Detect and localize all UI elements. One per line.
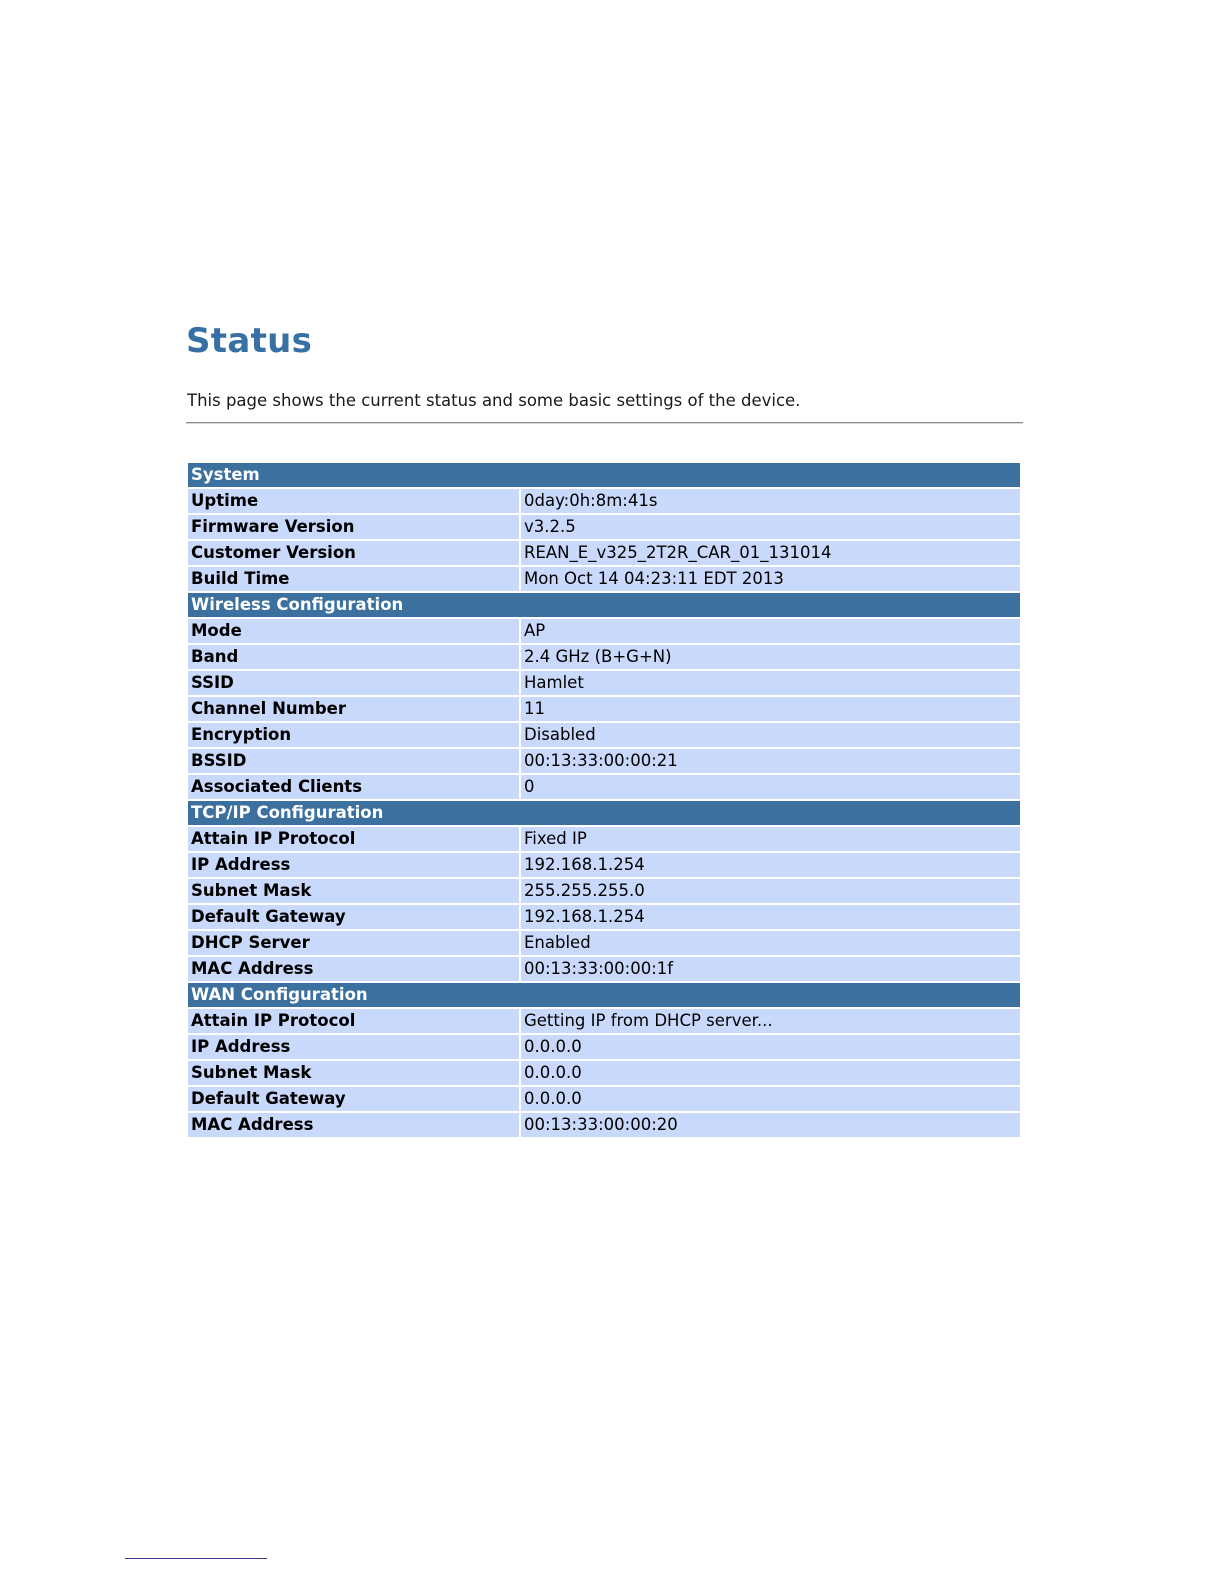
row-label: Channel Number bbox=[188, 697, 519, 721]
row-value: 2.4 GHz (B+G+N) bbox=[521, 645, 1020, 669]
row-label: IP Address bbox=[188, 853, 519, 877]
page-title: Status bbox=[186, 321, 313, 361]
row-value: AP bbox=[521, 619, 1020, 643]
row-label: Encryption bbox=[188, 723, 519, 747]
section-header-tcpip bbox=[188, 801, 1020, 825]
row-label: Default Gateway bbox=[188, 1087, 519, 1111]
row-value: 0 bbox=[521, 775, 1020, 799]
table-row bbox=[188, 541, 1020, 565]
row-value: Hamlet bbox=[521, 671, 1020, 695]
row-label: DHCP Server bbox=[188, 931, 519, 955]
row-label: BSSID bbox=[188, 749, 519, 773]
row-value: 11 bbox=[521, 697, 1020, 721]
page-description: This page shows the current status and some basic settings of the device. bbox=[187, 391, 801, 410]
row-label: MAC Address bbox=[188, 957, 519, 981]
table-row bbox=[188, 671, 1020, 695]
row-label: Subnet Mask bbox=[188, 879, 519, 903]
row-value: 0.0.0.0 bbox=[521, 1035, 1020, 1059]
table-row bbox=[188, 515, 1020, 539]
row-value: 00:13:33:00:00:21 bbox=[521, 749, 1020, 773]
section-title: TCP/IP Configuration bbox=[188, 801, 1020, 825]
row-value: v3.2.5 bbox=[521, 515, 1020, 539]
table-row bbox=[188, 697, 1020, 721]
row-label: Associated Clients bbox=[188, 775, 519, 799]
row-label: Uptime bbox=[188, 489, 519, 513]
table-row bbox=[188, 749, 1020, 773]
row-label: Band bbox=[188, 645, 519, 669]
row-value: Fixed IP bbox=[521, 827, 1020, 851]
row-value: 00:13:33:00:00:1f bbox=[521, 957, 1020, 981]
table-row bbox=[188, 879, 1020, 903]
section-header-wireless bbox=[188, 593, 1020, 617]
footnote-separator bbox=[125, 1558, 267, 1559]
table-row bbox=[188, 1009, 1020, 1033]
row-value: 192.168.1.254 bbox=[521, 905, 1020, 929]
row-label: Attain IP Protocol bbox=[188, 1009, 519, 1033]
status-table bbox=[186, 461, 1022, 1139]
table-row bbox=[188, 645, 1020, 669]
section-header-wan bbox=[188, 983, 1020, 1007]
table-row bbox=[188, 775, 1020, 799]
row-value: Enabled bbox=[521, 931, 1020, 955]
row-label: MAC Address bbox=[188, 1113, 519, 1137]
row-label: SSID bbox=[188, 671, 519, 695]
row-value: 0.0.0.0 bbox=[521, 1061, 1020, 1085]
table-row bbox=[188, 567, 1020, 591]
table-row bbox=[188, 827, 1020, 851]
table-row bbox=[188, 1035, 1020, 1059]
row-value: 00:13:33:00:00:20 bbox=[521, 1113, 1020, 1137]
row-value: 0day:0h:8m:41s bbox=[521, 489, 1020, 513]
row-label: Attain IP Protocol bbox=[188, 827, 519, 851]
row-value: Getting IP from DHCP server... bbox=[521, 1009, 1020, 1033]
row-label: Mode bbox=[188, 619, 519, 643]
section-header-system bbox=[188, 463, 1020, 487]
table-row bbox=[188, 957, 1020, 981]
section-title: Wireless Configuration bbox=[188, 593, 1020, 617]
table-row bbox=[188, 905, 1020, 929]
row-value: Disabled bbox=[521, 723, 1020, 747]
row-label: Subnet Mask bbox=[188, 1061, 519, 1085]
table-row bbox=[188, 1087, 1020, 1111]
row-value: 192.168.1.254 bbox=[521, 853, 1020, 877]
section-title: WAN Configuration bbox=[188, 983, 1020, 1007]
table-row bbox=[188, 931, 1020, 955]
table-row bbox=[188, 1061, 1020, 1085]
title-divider bbox=[186, 422, 1023, 424]
table-row bbox=[188, 853, 1020, 877]
row-label: Build Time bbox=[188, 567, 519, 591]
row-value: Mon Oct 14 04:23:11 EDT 2013 bbox=[521, 567, 1020, 591]
table-row bbox=[188, 723, 1020, 747]
row-label: Default Gateway bbox=[188, 905, 519, 929]
row-label: Firmware Version bbox=[188, 515, 519, 539]
row-label: Customer Version bbox=[188, 541, 519, 565]
row-value: 0.0.0.0 bbox=[521, 1087, 1020, 1111]
row-value: 255.255.255.0 bbox=[521, 879, 1020, 903]
table-row bbox=[188, 1113, 1020, 1137]
table-row bbox=[188, 619, 1020, 643]
section-title: System bbox=[188, 463, 1020, 487]
row-value: REAN_E_v325_2T2R_CAR_01_131014 bbox=[521, 541, 1020, 565]
table-row bbox=[188, 489, 1020, 513]
row-label: IP Address bbox=[188, 1035, 519, 1059]
